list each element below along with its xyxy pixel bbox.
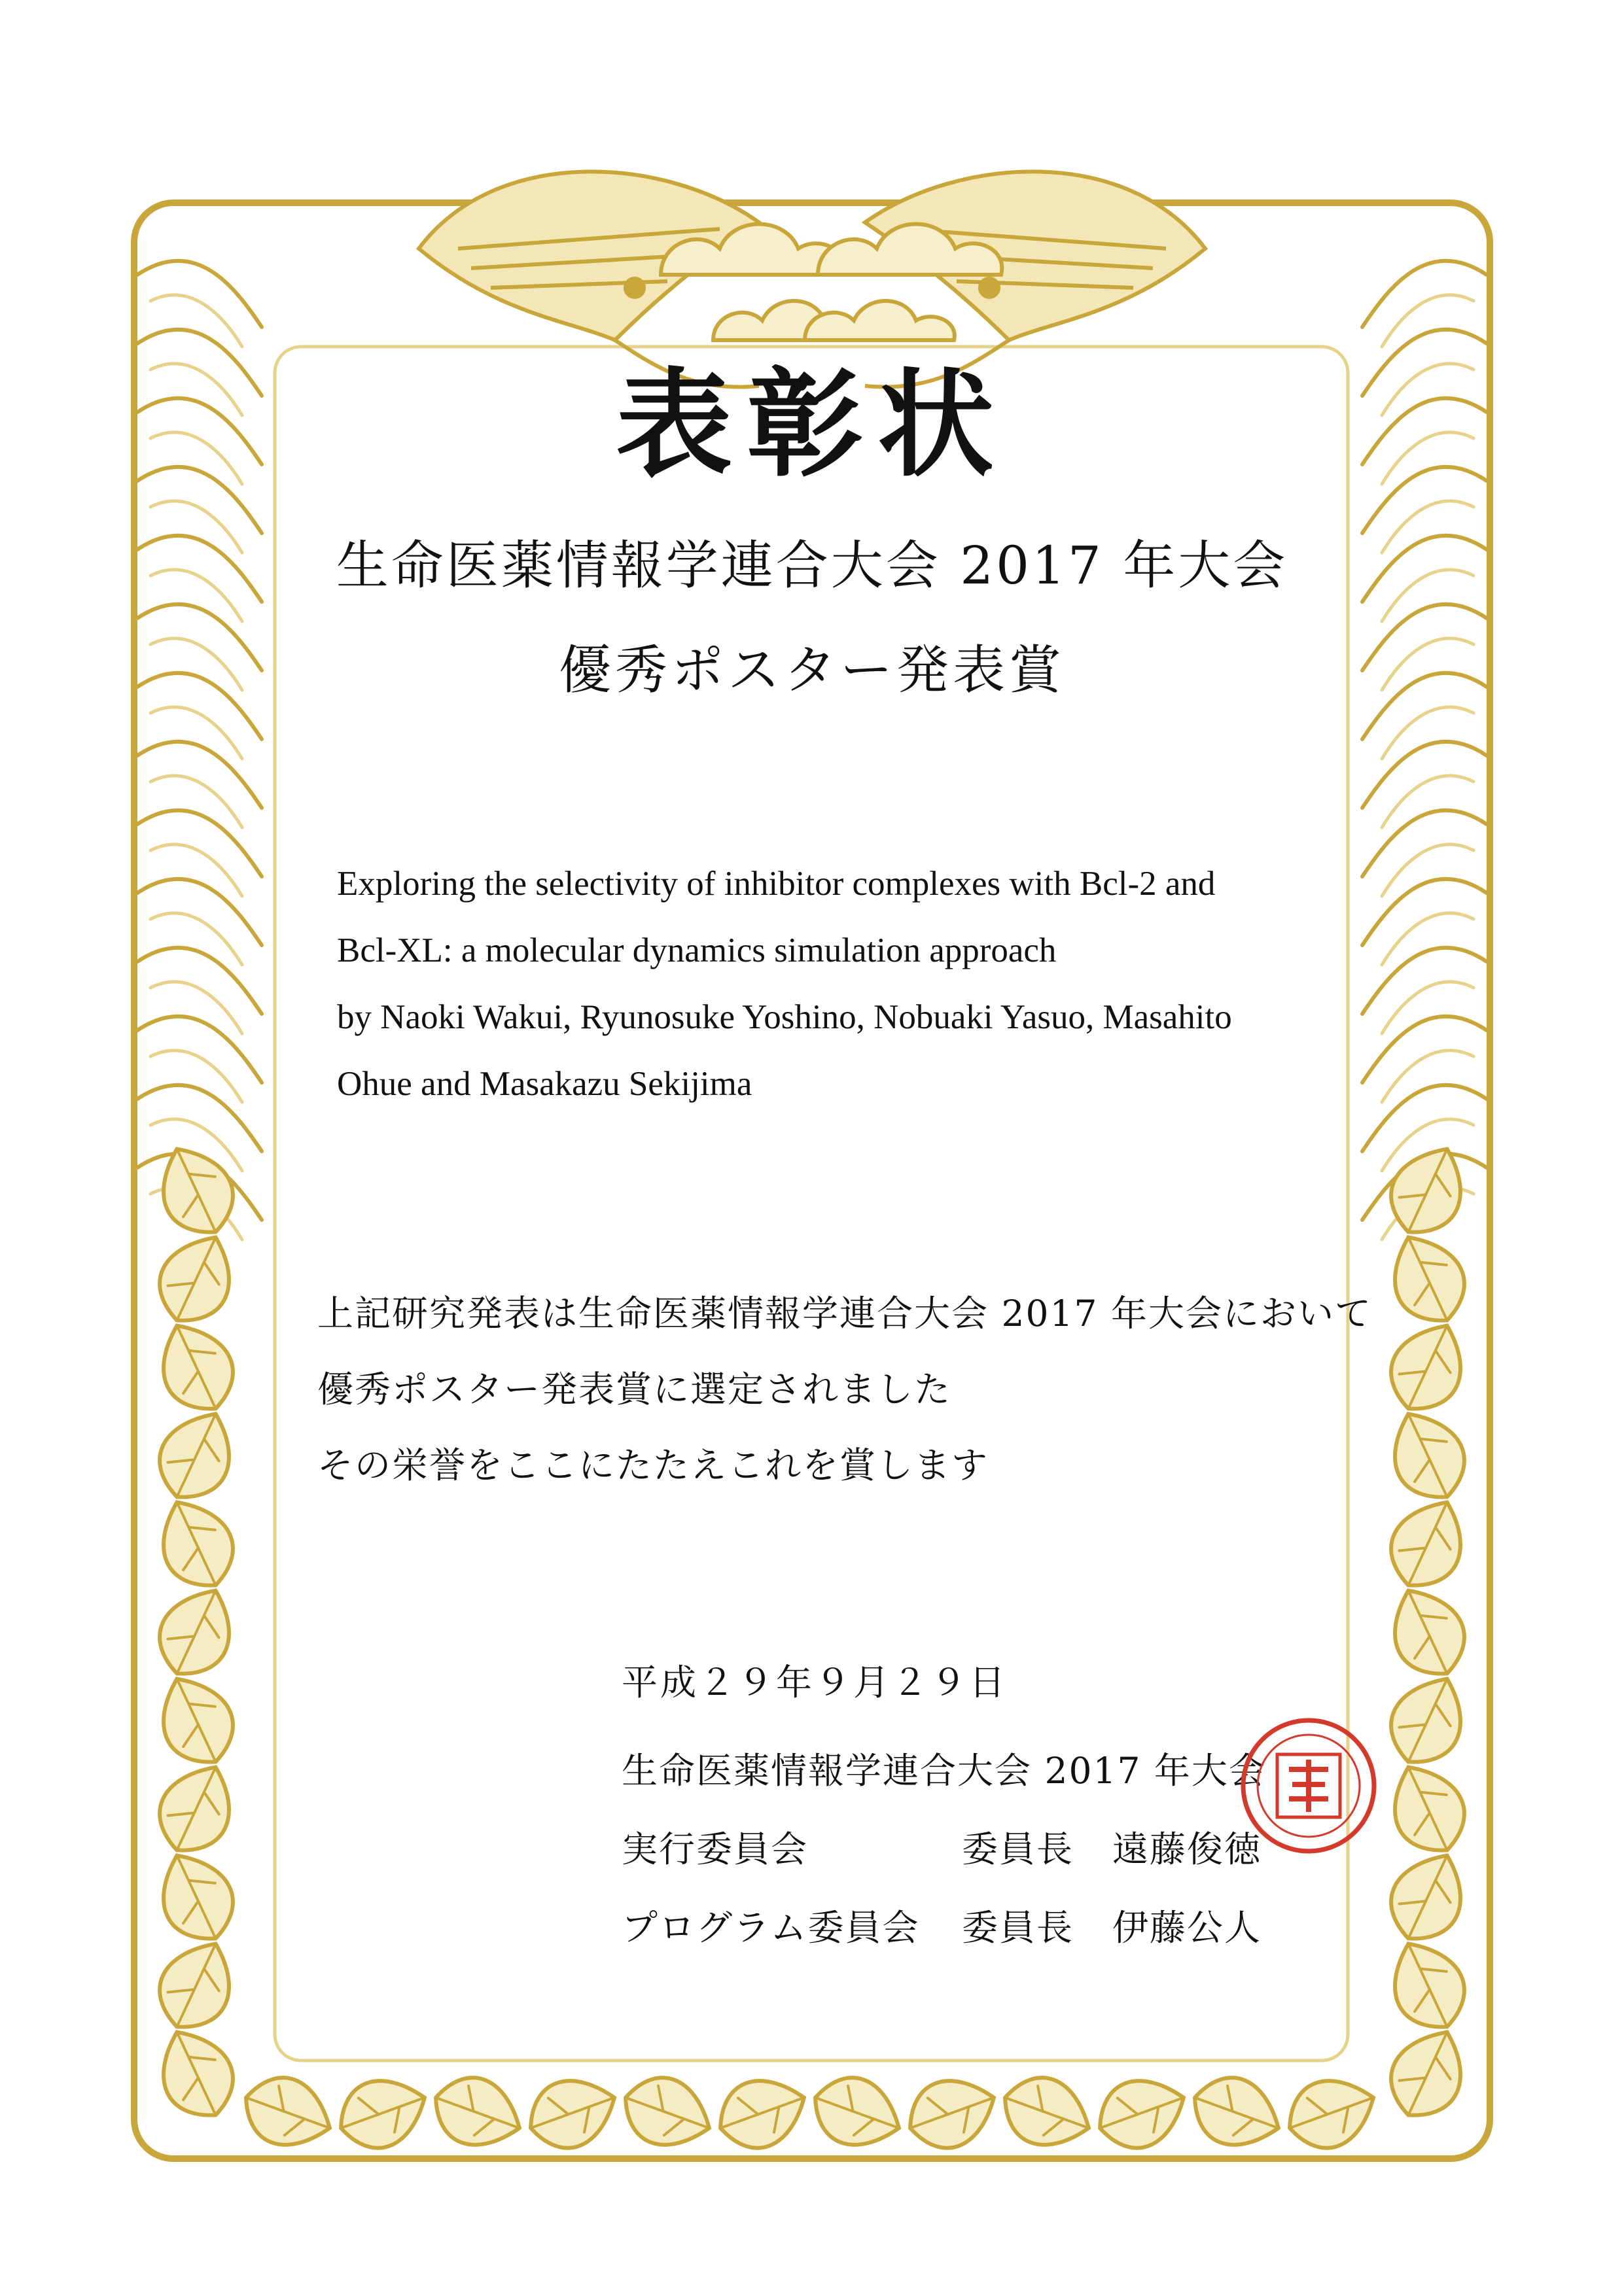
issuer-name: 生命医薬情報学連合大会 2017 年大会 (622, 1750, 1266, 1792)
statement-line: 優秀ポスター発表賞に選定されました (317, 1368, 952, 1410)
leaf-icon (146, 1311, 247, 1423)
leaf-icon (1377, 2017, 1478, 2129)
signatory-row (622, 1907, 1262, 1949)
leaf-icon (614, 2066, 721, 2159)
leaf-icon (1377, 1841, 1478, 1953)
leaf-icon (1377, 1576, 1478, 1688)
signatory-name: 伊藤公人 (1112, 1907, 1262, 1949)
leaf-icon (146, 1487, 247, 1599)
leaf-icon (1377, 1223, 1478, 1334)
leaf-icon (146, 1929, 247, 2041)
leaf-icon (804, 2066, 911, 2159)
leaf-icon (1377, 1399, 1478, 1511)
paper-line: Exploring the selectivity of inhibitor complexes with Bcl-2 and (337, 865, 1216, 903)
leaf-icon (1089, 2066, 1195, 2159)
leaf-icon (146, 1399, 247, 1511)
seal-icon (1237, 1714, 1381, 1858)
leaf-icon (425, 2066, 531, 2159)
leaf-icon (1377, 1929, 1478, 2041)
paper-details (337, 850, 1358, 1117)
leaf-icon (146, 1664, 247, 1776)
leaf-icon (1377, 1664, 1478, 1776)
award-name: 優秀ポスター発表賞 (559, 640, 1065, 701)
leaf-icon (1377, 1311, 1478, 1423)
leaf-icon (994, 2066, 1101, 2159)
leaf-icon (146, 1841, 247, 1953)
leaf-icon (899, 2066, 1006, 2159)
award-statement (317, 1276, 1372, 1503)
leaf-icon (1184, 2066, 1290, 2159)
phoenix-icon (419, 171, 759, 387)
leaf-icon (520, 2066, 626, 2159)
conference-name: 生命医薬情報学連合大会 2017 年大会 (336, 535, 1288, 596)
leaf-icon (146, 1752, 247, 1864)
phoenix-icon (865, 171, 1205, 387)
certificate-heading: 表彰状 (616, 356, 1008, 493)
committee-name: プログラム委員会 (622, 1907, 920, 1949)
leaf-icon (1279, 2066, 1385, 2159)
statement-line: その栄誉をここにたたえこれを賞します (317, 1444, 989, 1486)
leaf-icon (235, 2066, 342, 2159)
leaf-icon (709, 2066, 816, 2159)
leaf-icon (330, 2066, 436, 2159)
paper-line: Bcl-XL: a molecular dynamics simulation approach (337, 931, 1057, 969)
signatory-row (622, 1828, 1262, 1870)
leaf-icon (146, 2017, 247, 2129)
statement-line: 上記研究発表は生命医薬情報学連合大会 2017 年大会において (317, 1293, 1372, 1334)
paper-line: Ohue and Masakazu Sekijima (337, 1065, 752, 1103)
leaf-icon (1377, 1752, 1478, 1864)
leaf-icon (146, 1576, 247, 1688)
signatory-title: 委員長 (962, 1907, 1074, 1949)
leaf-icon (1377, 1487, 1478, 1599)
signatory-title: 委員長 (962, 1828, 1074, 1870)
paper-line: by Naoki Wakui, Ryunosuke Yoshino, Nobuaki Yasuo, Masahito (337, 998, 1232, 1036)
signatory-name: 遠藤俊徳 (1112, 1828, 1262, 1870)
award-date: 平成２９年９月２９日 (622, 1661, 1008, 1703)
committee-name: 実行委員会 (622, 1828, 809, 1870)
leaf-icon (146, 1223, 247, 1334)
